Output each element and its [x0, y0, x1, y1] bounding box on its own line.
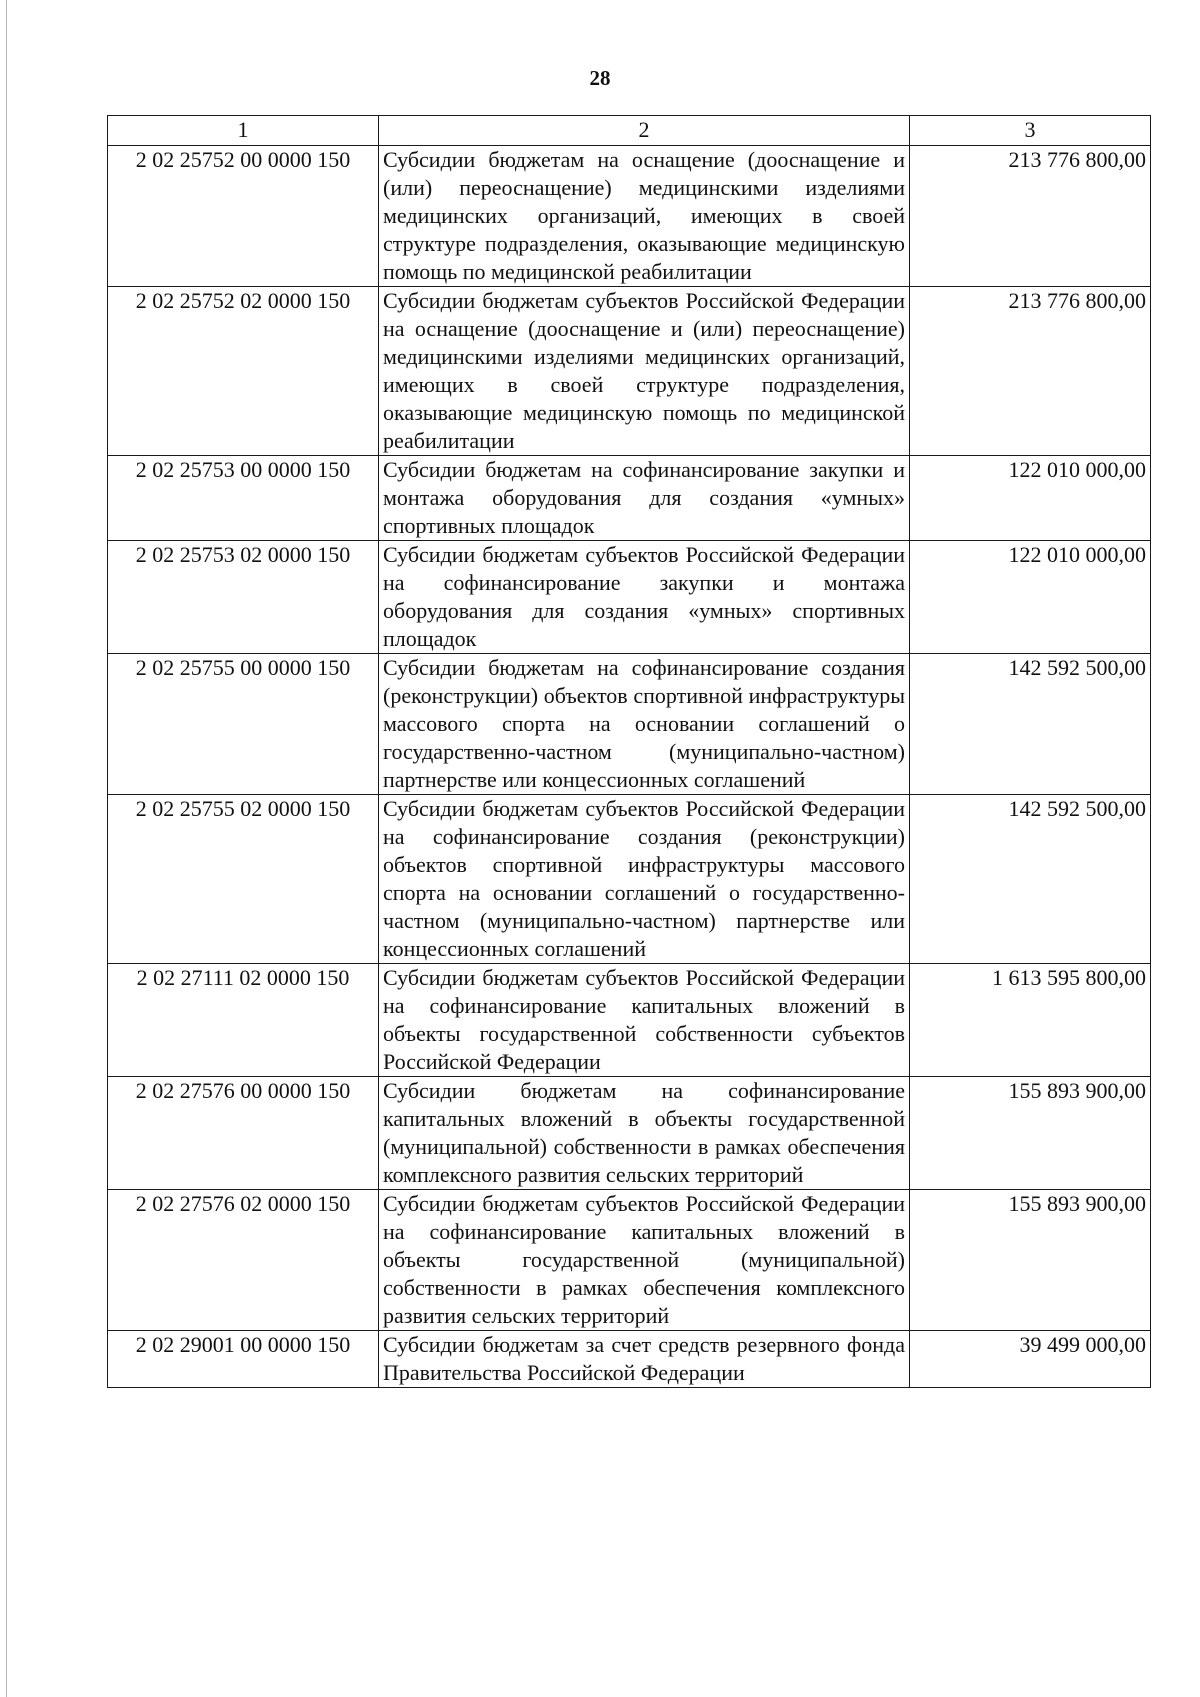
- row-amount: 142 592 500,00: [910, 654, 1151, 795]
- page-edge-line: [6, 0, 7, 1697]
- row-amount: 122 010 000,00: [910, 541, 1151, 654]
- row-description: Субсидии бюджетам на софинансирование капитальных вложений в объекты государственной (муниципальной) собственности в рамках обеспечения комплексного развития сельских территорий: [379, 1077, 910, 1190]
- table-row: [108, 795, 1151, 964]
- row-description: Субсидии бюджетам субъектов Российской Федерации на оснащение (дооснащение и (или) переоснащение) медицинскими изделиями медицинских организаций, имеющих в своей структуре подразделения, оказывающие медицинскую помощь по медицинской реабилитации: [379, 287, 910, 456]
- row-description: Субсидии бюджетам на софинансирование закупки и монтажа оборудования для создания «умных» спортивных площадок: [379, 456, 910, 541]
- row-description: Субсидии бюджетам субъектов Российской Федерации на софинансирование капитальных вложений в объекты государственной (муниципальной) собственности в рамках обеспечения комплексного развития сельских территорий: [379, 1190, 910, 1331]
- budget-table: [107, 115, 1151, 1388]
- row-description: Субсидии бюджетам субъектов Российской Федерации на софинансирование капитальных вложений в объекты государственной собственности субъектов Российской Федерации: [379, 964, 910, 1077]
- row-amount: 155 893 900,00: [910, 1190, 1151, 1331]
- table-row: [108, 146, 1151, 287]
- table-row: [108, 1331, 1151, 1388]
- row-amount: 213 776 800,00: [910, 287, 1151, 456]
- header-cell-1: 1: [108, 116, 379, 146]
- row-amount: 1 613 595 800,00: [910, 964, 1151, 1077]
- row-description: Субсидии бюджетам на оснащение (дооснащение и (или) переоснащение) медицинскими изделиями медицинских организаций, имеющих в своей структуре подразделения, оказывающие медицинскую помощь по медицинской реабилитации: [379, 146, 910, 287]
- budget-code: 2 02 27576 00 0000 150: [108, 1077, 379, 1190]
- row-amount: 142 592 500,00: [910, 795, 1151, 964]
- row-amount: 39 499 000,00: [910, 1331, 1151, 1388]
- budget-code: 2 02 27576 02 0000 150: [108, 1190, 379, 1331]
- budget-code: 2 02 25753 02 0000 150: [108, 541, 379, 654]
- row-amount: 155 893 900,00: [910, 1077, 1151, 1190]
- table-row: [108, 654, 1151, 795]
- table-row: [108, 1077, 1151, 1190]
- table-header-row: [108, 116, 1151, 146]
- row-description: Субсидии бюджетам субъектов Российской Федерации на софинансирование создания (реконструкции) объектов спортивной инфраструктуры массового спорта на основании соглашений о государственно-частном (муниципально-частном) партнерстве или концессионных соглашений: [379, 795, 910, 964]
- row-description: Субсидии бюджетам за счет средств резервного фонда Правительства Российской Федерации: [379, 1331, 910, 1388]
- header-cell-2: 2: [379, 116, 910, 146]
- table-row: [108, 456, 1151, 541]
- row-amount: 122 010 000,00: [910, 456, 1151, 541]
- page-number: 28: [589, 66, 611, 90]
- table-row: [108, 287, 1151, 456]
- row-amount: 213 776 800,00: [910, 146, 1151, 287]
- budget-code: 2 02 25755 00 0000 150: [108, 654, 379, 795]
- table-row: [108, 1190, 1151, 1331]
- table-row: [108, 964, 1151, 1077]
- row-description: Субсидии бюджетам на софинансирование создания (реконструкции) объектов спортивной инфраструктуры массового спорта на основании соглашений о государственно-частном (муниципально-частном) партнерстве или концессионных соглашений: [379, 654, 910, 795]
- budget-code: 2 02 25752 00 0000 150: [108, 146, 379, 287]
- header-cell-3: 3: [910, 116, 1151, 146]
- budget-code: 2 02 25755 02 0000 150: [108, 795, 379, 964]
- budget-code: 2 02 27111 02 0000 150: [108, 964, 379, 1077]
- budget-code: 2 02 29001 00 0000 150: [108, 1331, 379, 1388]
- table-row: [108, 541, 1151, 654]
- budget-code: 2 02 25753 00 0000 150: [108, 456, 379, 541]
- row-description: Субсидии бюджетам субъектов Российской Федерации на софинансирование закупки и монтажа оборудования для создания «умных» спортивных площадок: [379, 541, 910, 654]
- budget-code: 2 02 25752 02 0000 150: [108, 287, 379, 456]
